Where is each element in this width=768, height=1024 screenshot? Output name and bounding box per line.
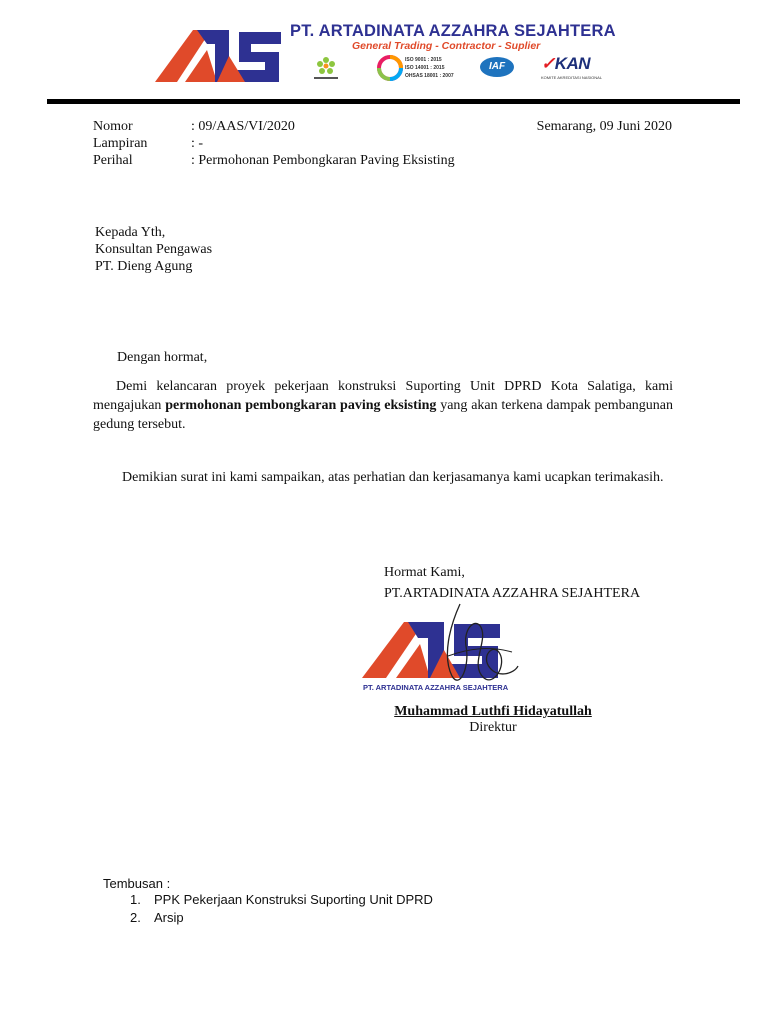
nomor-value: : 09/AAS/VI/2020	[191, 119, 295, 134]
koperasi-flower-icon	[308, 54, 344, 82]
greeting: Dengan hormat,	[117, 350, 208, 365]
lampiran-label: Lampiran	[93, 136, 148, 151]
signer-name: Muhammad Luthfi Hidayatullah	[394, 704, 592, 719]
nomor-label: Nomor	[93, 119, 133, 134]
paragraph-1: Demi kelancaran proyek pekerjaan konstruksi Suporting Unit DPRD Kota Salatiga, kami mengajukan permohonan pembongkaran paving eksisting yang akan terkena dampak pembangunan gedung tersebut.	[93, 379, 674, 432]
cc-title: Tembusan :	[103, 876, 171, 891]
company-logo	[155, 26, 283, 84]
iso-swirl-icon	[376, 54, 404, 82]
company-tagline: General Trading - Contractor - Suplier	[352, 40, 541, 52]
recipient-line-2: Konsultan Pengawas	[95, 242, 213, 257]
kan-check-icon: ✓	[541, 54, 555, 73]
signature-company: PT.ARTADINATA AZZAHRA SEJAHTERA	[384, 586, 641, 601]
company-name: PT. ARTADINATA AZZAHRA SEJAHTERA	[290, 22, 616, 40]
signer-title: Direktur	[469, 720, 517, 735]
closing: Hormat Kami,	[384, 565, 465, 580]
stamp-caption: PT. ARTADINATA AZZAHRA SEJAHTERA	[363, 683, 509, 692]
cc-item: 2. Arsip	[130, 910, 184, 925]
kan-caption: KOMITE AKREDITASI NASIONAL	[541, 75, 603, 80]
paragraph-1-emphasis: permohonan pembongkaran paving eksisting	[165, 398, 437, 413]
kan-logo: ✓KAN	[541, 54, 591, 73]
header-rule	[47, 99, 740, 104]
iso-line-2: ISO 14001 : 2015	[405, 65, 445, 71]
lampiran-value: : -	[191, 136, 204, 151]
cc-item: 1. PPK Pekerjaan Konstruksi Suporting Unit DPRD	[130, 892, 433, 907]
handwritten-signature	[430, 596, 520, 696]
paragraph-2: Demikian surat ini kami sampaikan, atas perhatian dan kerjasamanya kami ucapkan terimakasih.	[122, 470, 664, 485]
iso-line-3: OHSAS 18001 : 2007	[405, 73, 454, 79]
iso-line-1: ISO 9001 : 2015	[405, 57, 442, 63]
iaf-badge: IAF	[480, 57, 514, 77]
perihal-value: : Permohonan Pembongkaran Paving Eksisting	[191, 153, 455, 168]
recipient-line-1: Kepada Yth,	[95, 225, 166, 240]
letter-date: Semarang, 09 Juni 2020	[536, 119, 672, 134]
recipient-line-3: PT. Dieng Agung	[95, 259, 193, 274]
perihal-label: Perihal	[93, 153, 133, 168]
